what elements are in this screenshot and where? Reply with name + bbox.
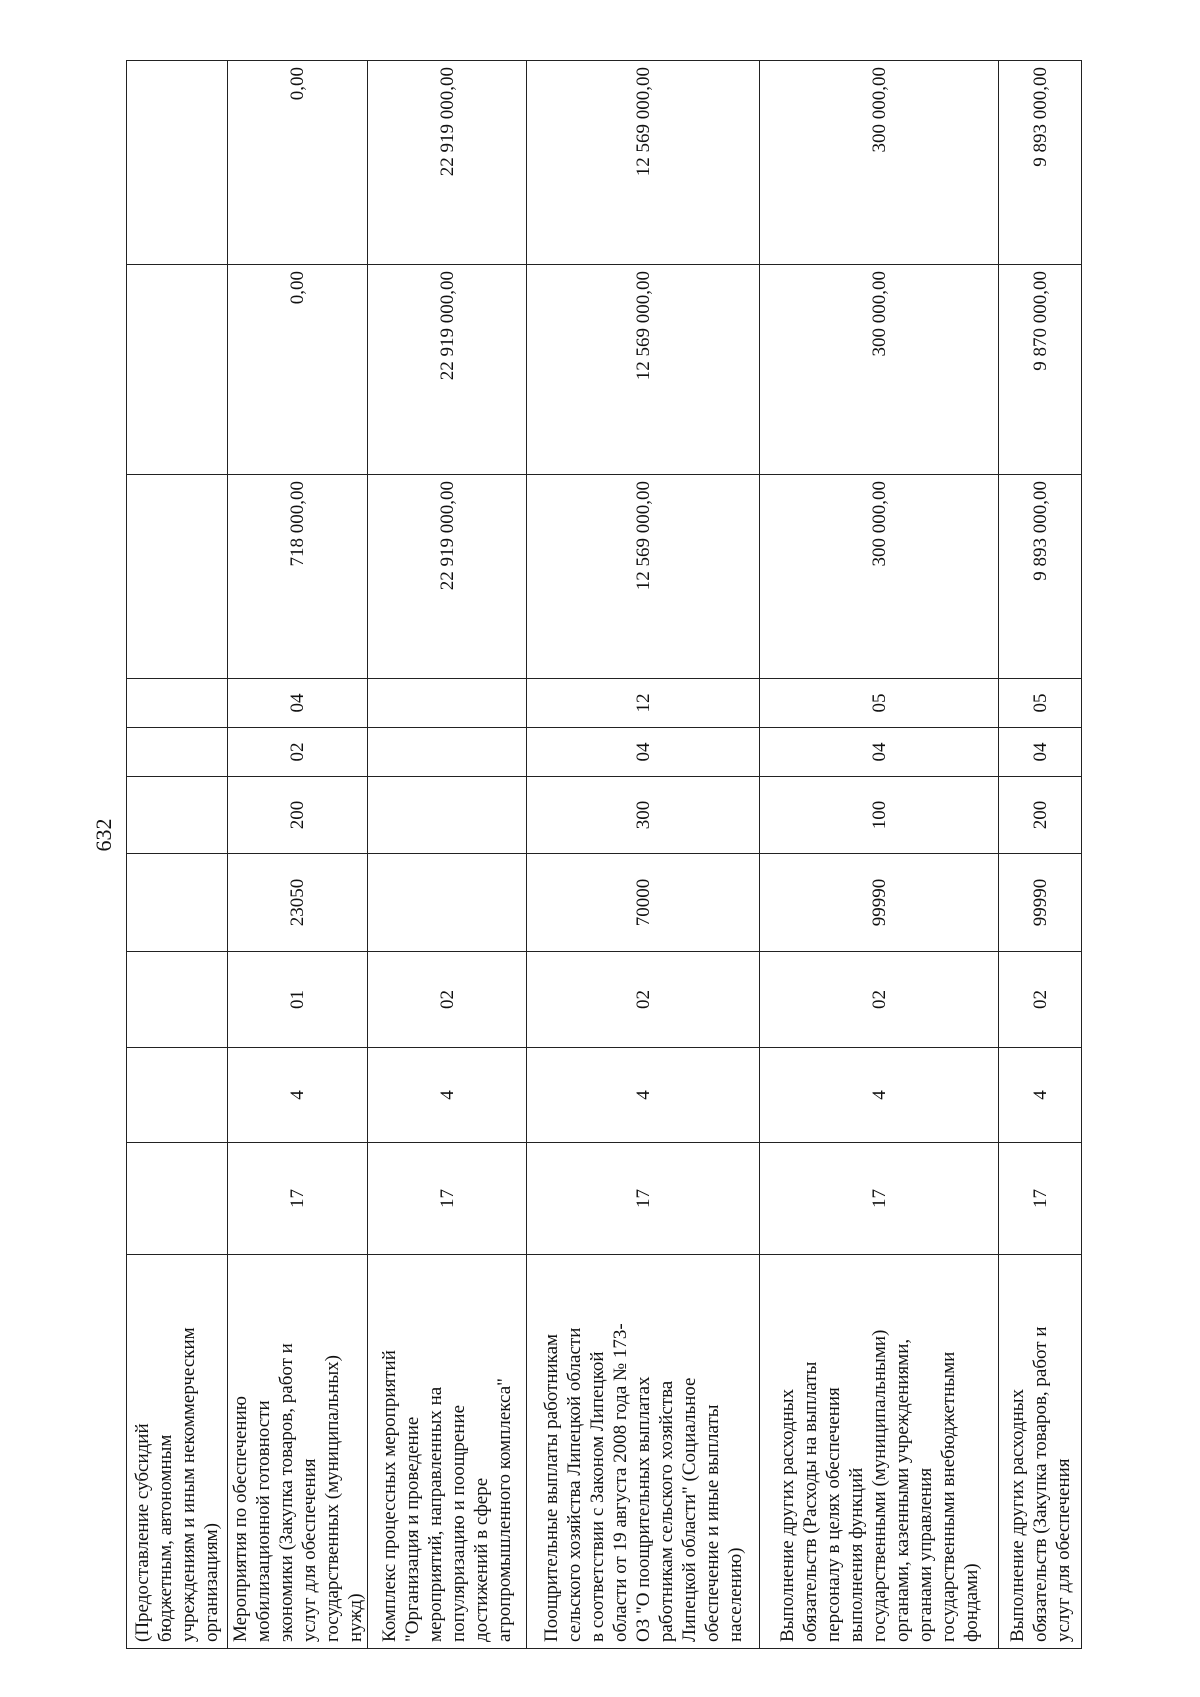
code-col-7 — [127, 679, 228, 728]
code-col-1: 17 — [760, 1143, 999, 1255]
code-col-4: 99990 — [760, 854, 999, 952]
rotated-table-container — [126, 61, 1081, 1649]
code-col-1: 17 — [228, 1143, 368, 1255]
amount-col-3: 0,00 — [228, 61, 368, 265]
code-col-5: 200 — [999, 777, 1082, 854]
amount-col-1 — [127, 475, 228, 679]
code-col-5: 300 — [527, 777, 760, 854]
code-col-3 — [127, 952, 228, 1048]
amount-col-2: 12 569 000,00 — [527, 265, 760, 475]
table-row — [368, 61, 527, 1649]
code-col-7: 12 — [527, 679, 760, 728]
expense-description: Комплекс процессных мероприятий "Организация и проведение мероприятий, направленных на популяризацию и поощрение достижений в сфере агропромышленного комплекса" — [368, 1255, 527, 1649]
code-col-6 — [127, 728, 228, 777]
amount-col-1: 9 893 000,00 — [999, 475, 1082, 679]
code-col-1: 17 — [368, 1143, 527, 1255]
code-col-5: 200 — [228, 777, 368, 854]
code-col-3: 02 — [527, 952, 760, 1048]
code-col-3: 02 — [368, 952, 527, 1048]
expense-description: Поощрительные выплаты работникам сельского хозяйства Липецкой области в соответствии с Законом Липецкой области от 19 августа 2008 года № 173- ОЗ "О поощрительных выплатах работникам сельского хозяйства Липецкой области" (Социальное обеспечение и иные выплаты населению) — [527, 1255, 760, 1649]
code-col-3: 02 — [999, 952, 1082, 1048]
code-col-2: 4 — [999, 1048, 1082, 1143]
code-col-2 — [127, 1048, 228, 1143]
code-col-6: 04 — [760, 728, 999, 777]
amount-col-3: 9 893 000,00 — [999, 61, 1082, 265]
amount-col-3: 12 569 000,00 — [527, 61, 760, 265]
code-col-1 — [127, 1143, 228, 1255]
code-col-1: 17 — [527, 1143, 760, 1255]
amount-col-2: 300 000,00 — [760, 265, 999, 475]
code-col-2: 4 — [760, 1048, 999, 1143]
amount-col-1: 12 569 000,00 — [527, 475, 760, 679]
table-row — [760, 61, 999, 1649]
code-col-6 — [368, 728, 527, 777]
code-col-7: 05 — [760, 679, 999, 728]
amount-col-2: 0,00 — [228, 265, 368, 475]
table-row — [527, 61, 760, 1649]
amount-col-2: 22 919 000,00 — [368, 265, 527, 475]
code-col-6: 04 — [527, 728, 760, 777]
budget-table — [126, 60, 1082, 1649]
code-col-4: 99990 — [999, 854, 1082, 952]
code-col-6: 02 — [228, 728, 368, 777]
code-col-7: 05 — [999, 679, 1082, 728]
code-col-2: 4 — [228, 1048, 368, 1143]
code-col-4: 23050 — [228, 854, 368, 952]
expense-description: Выполнение других расходных обязательств (Закупка товаров, работ и услуг для обеспечения — [999, 1255, 1082, 1649]
page-number: 632 — [91, 818, 116, 852]
code-col-4 — [368, 854, 527, 952]
code-col-7: 04 — [228, 679, 368, 728]
code-col-5: 100 — [760, 777, 999, 854]
code-col-2: 4 — [368, 1048, 527, 1143]
expense-description: Выполнение других расходных обязательств (Расходы на выплаты персоналу в целях обеспечения выполнения функций государственными (муниципальными) органами, казенными учреждениями, органами управления государственными внебюджетными фондами) — [760, 1255, 999, 1649]
code-col-4 — [127, 854, 228, 952]
table-row — [999, 61, 1082, 1649]
code-col-2: 4 — [527, 1048, 760, 1143]
amount-col-2: 9 870 000,00 — [999, 265, 1082, 475]
expense-description: (Предоставление субсидий бюджетным, автономным учреждениям и иным некоммерческим организациям) — [127, 1255, 228, 1649]
code-col-5 — [368, 777, 527, 854]
code-col-3: 02 — [760, 952, 999, 1048]
code-col-6: 04 — [999, 728, 1082, 777]
amount-col-2 — [127, 265, 228, 475]
amount-col-1: 718 000,00 — [228, 475, 368, 679]
table-row — [228, 61, 368, 1649]
code-col-5 — [127, 777, 228, 854]
expense-description: Мероприятия по обеспечению мобилизационной готовности экономики (Закупка товаров, работ и услуг для обеспечения государственных (муниципальных) нужд) — [228, 1255, 368, 1649]
code-col-7 — [368, 679, 527, 728]
table-row — [127, 61, 228, 1649]
code-col-4: 70000 — [527, 854, 760, 952]
amount-col-3 — [127, 61, 228, 265]
amount-col-1: 22 919 000,00 — [368, 475, 527, 679]
amount-col-1: 300 000,00 — [760, 475, 999, 679]
amount-col-3: 300 000,00 — [760, 61, 999, 265]
code-col-3: 01 — [228, 952, 368, 1048]
amount-col-3: 22 919 000,00 — [368, 61, 527, 265]
code-col-1: 17 — [999, 1143, 1082, 1255]
